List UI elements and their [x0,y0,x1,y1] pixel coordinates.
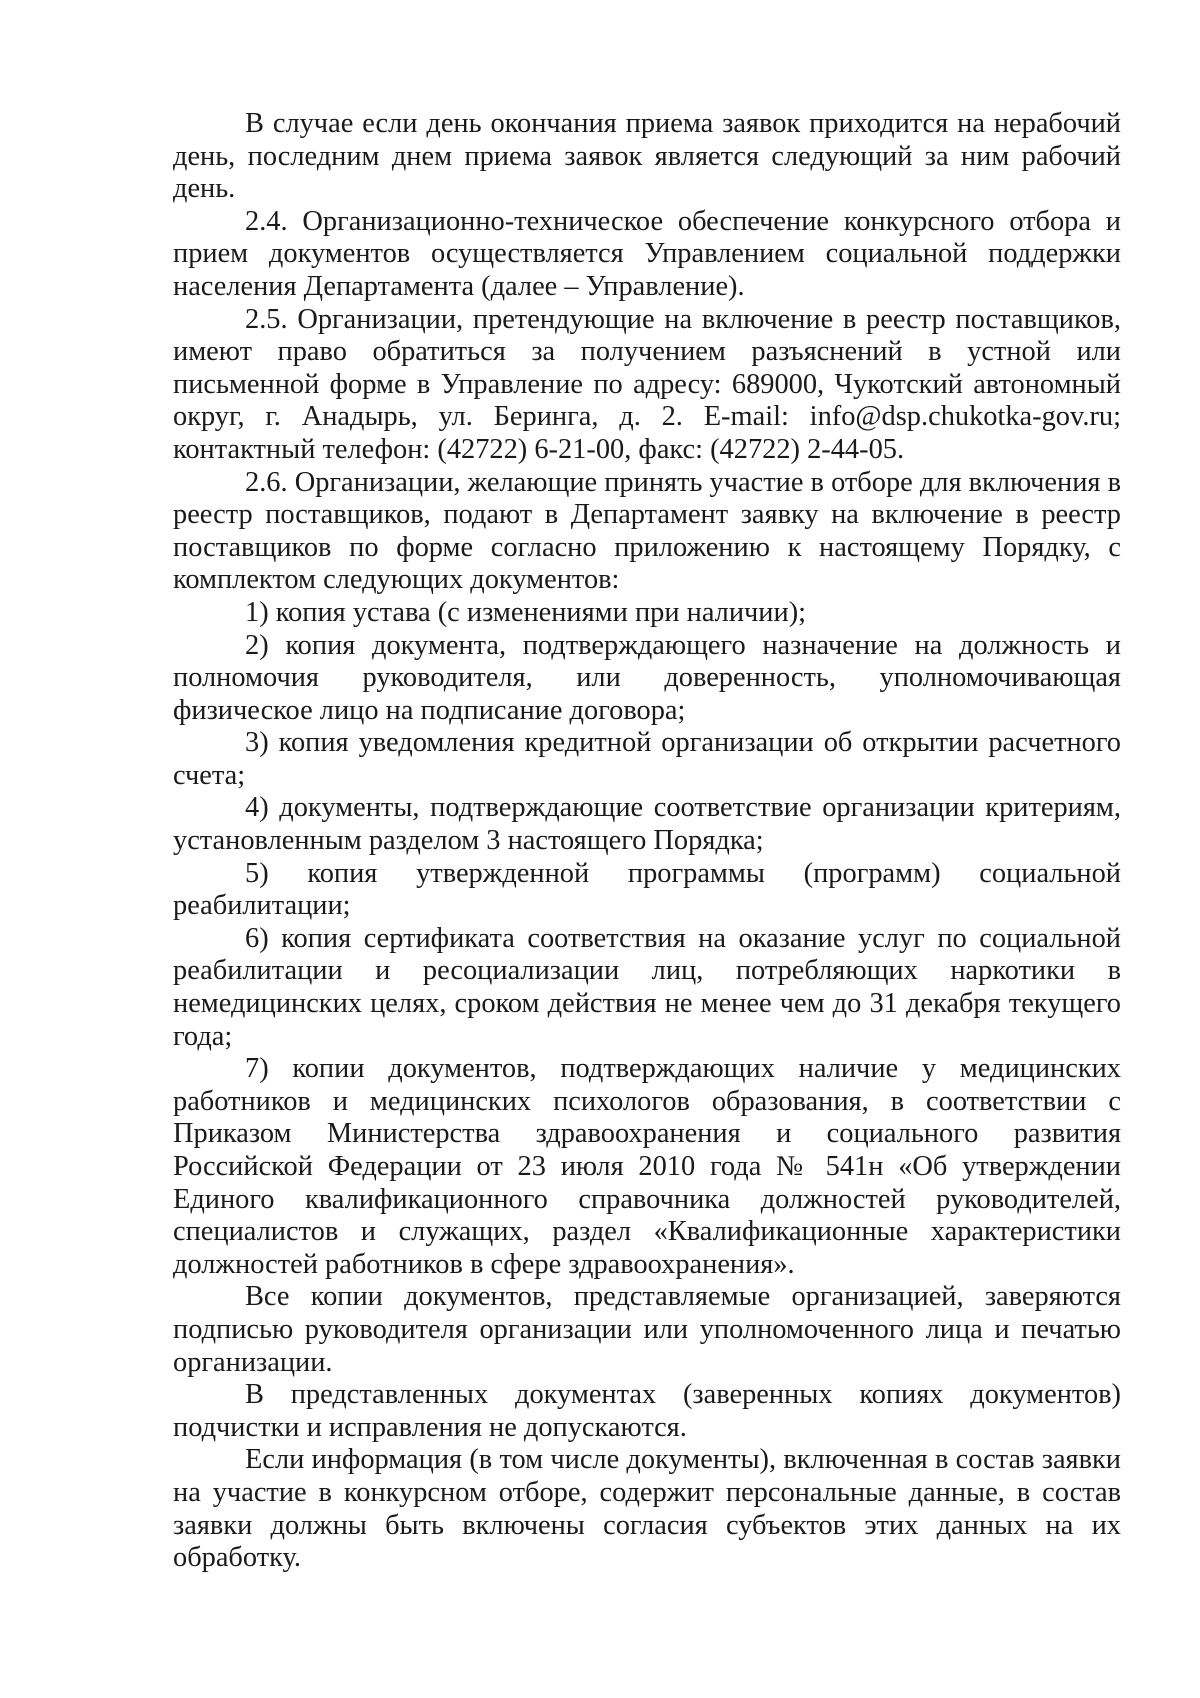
list-item-6: 6) копия сертификата соответствия на оказание услуг по социальной реабилитации и ресоциализации лиц, потребляющих наркотики в немедицинских целях, сроком действия не менее чем до 31 декабря текущего года; [173,922,1121,1052]
document-page [173,108,1121,1575]
paragraph-2-4: 2.4. Организационно-техническое обеспечение конкурсного отбора и прием документов осуществляется Управлением социальной поддержки населения Департамента (далее – Управление). [173,205,1121,302]
paragraph-2-6: 2.6. Организации, желающие принять участие в отборе для включения в реестр поставщиков, подают в Департамент заявку на включение в реестр поставщиков по форме согласно приложению к настоящему Порядку, с комплектом следующих документов: [173,466,1121,596]
list-item-4: 4) документы, подтверждающие соответствие организации критериям, установленным разделом 3 настоящего Порядка; [173,792,1121,857]
paragraph-no-corrections: В представленных документах (заверенных копиях документов) подчистки и исправления не допускаются. [173,1379,1121,1443]
paragraph-2-5: 2.5. Организации, претендующие на включение в реестр поставщиков, имеют право обратиться за получением разъяснений в устной или письменной форме в Управление по адресу: 689000, Чукотский автономный округ, г. Анадырь, ул. Беринга, д. 2. E-mail: info@dsp.chukotka-gov.ru; контактный телефон: (42722) 6-21-00, факс: (42722) 2-44-05. [173,303,1121,465]
paragraph-personal-data: Если информация (в том числе документы), включенная в состав заявки на участие в конкурсном отборе, содержит персональные данные, в состав заявки должны быть включены согласия субъектов этих данных на их обработку. [173,1444,1121,1574]
list-item-1: 1) копия устава (с изменениями при наличии); [245,596,807,628]
list-item-7: 7) копии документов, подтверждающих наличие у медицинских работников и медицинских психологов образования, в соответствии с Приказом Министерства здравоохранения и социального развития Российской Федерации от 23 июля 2010 года № 541н «Об утверждении Единого квалификационного справочника должностей руководителей, специалистов и служащих, раздел «Квалификационные характеристики должностей работников в сфере здравоохранения». [173,1053,1121,1280]
paragraph-copies-certified: Все копии документов, представляемые организацией, заверяются подписью руководителя организации или уполномоченного лица и печатью организации. [173,1281,1121,1378]
list-item-5: 5) копия утвержденной программы (программ) социальной реабилитации; [173,857,1121,922]
list-item-2: 2) копия документа, подтверждающего назначение на должность и полномочия руководителя, или доверенность, уполномочивающая физическое лицо на подписание договора; [173,629,1121,726]
list-item-3: 3) копия уведомления кредитной организации об открытии расчетного счета; [173,727,1121,791]
paragraph-deadline-holiday: В случае если день окончания приема заявок приходится на нерабочий день, последним днем приема заявок является следующий за ним рабочий день. [173,108,1121,205]
